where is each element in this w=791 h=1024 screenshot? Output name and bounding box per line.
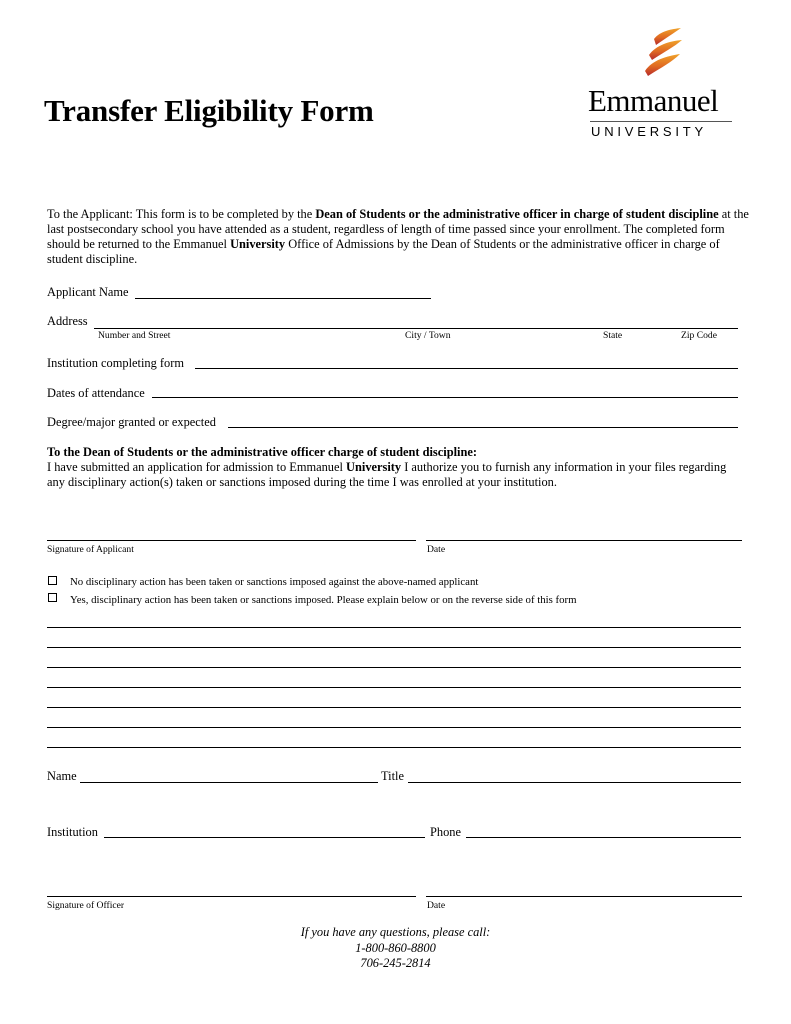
officer-date-field[interactable] (426, 896, 742, 897)
address-field[interactable] (94, 328, 738, 329)
logo-university: UNIVERSITY (591, 124, 708, 139)
dean-section-heading: To the Dean of Students or the administrative officer charge of student discipline: (47, 445, 477, 459)
officer-phone-field[interactable] (466, 837, 741, 838)
officer-date-caption: Date (427, 900, 446, 911)
no-action-label: No disciplinary action has been taken or sanctions imposed against the above-named applicant (70, 576, 479, 588)
explanation-line[interactable] (47, 667, 741, 668)
applicant-name-field[interactable] (135, 298, 431, 299)
institution-completing-label: Institution completing form (47, 356, 184, 370)
footer-question: If you have any questions, please call: (300, 925, 491, 939)
officer-title-label: Title (381, 769, 404, 783)
flame-icon (640, 27, 686, 83)
explanation-line[interactable] (47, 647, 741, 648)
dean-section: To the Dean of Students or the administrative officer charge of student discipline: I have submitted an application for admission to Emmanuel University I authorize you to furnish any information in your files regarding any disciplinary action(s) taken or sanctions imposed during the time I was enrolled at your institution. (47, 445, 727, 489)
university-logo (588, 27, 738, 147)
explanation-line[interactable] (47, 727, 741, 728)
officer-phone-label: Phone (430, 825, 461, 839)
applicant-signature-field[interactable] (47, 540, 416, 541)
address-zip-caption: Zip Code (681, 330, 717, 341)
officer-institution-field[interactable] (104, 837, 425, 838)
institution-completing-field[interactable] (195, 368, 738, 369)
dates-attendance-label: Dates of attendance (47, 386, 145, 400)
no-action-checkbox[interactable] (48, 576, 57, 585)
dates-attendance-field[interactable] (152, 397, 738, 398)
form-title: Transfer Eligibility Form (44, 93, 374, 128)
explanation-line[interactable] (47, 687, 741, 688)
yes-action-label: Yes, disciplinary action has been taken or sanctions imposed. Please explain below or on the reverse side of this form (70, 594, 577, 606)
degree-label: Degree/major granted or expected (47, 415, 216, 429)
officer-institution-label: Institution (47, 825, 98, 839)
explanation-line[interactable] (47, 627, 741, 628)
address-label: Address (47, 314, 88, 328)
applicant-name-label: Applicant Name (47, 285, 129, 299)
degree-field[interactable] (228, 427, 738, 428)
footer-phone-2: 706-245-2814 (360, 956, 431, 970)
explanation-line[interactable] (47, 747, 741, 748)
address-city-caption: City / Town (405, 330, 451, 341)
address-state-caption: State (603, 330, 623, 341)
officer-name-field[interactable] (80, 782, 378, 783)
officer-name-label: Name (47, 769, 77, 783)
applicant-date-field[interactable] (426, 540, 742, 541)
officer-title-field[interactable] (408, 782, 741, 783)
footer-phone-1: 1-800-860-8800 (355, 940, 436, 955)
yes-action-checkbox[interactable] (48, 593, 57, 602)
address-street-caption: Number and Street (98, 330, 171, 341)
intro-paragraph: To the Applicant: This form is to be completed by the Dean of Students or the administrative officer in charge of student discipline at the last postsecondary school you have attended as a student, regardless of length of time passed since your enrollment. The completed form should be returned to the Emmanuel University Office of Admissions by the Dean of Students or the administrative officer in charge of student discipline. (47, 207, 749, 266)
applicant-signature-caption: Signature of Applicant (47, 544, 134, 555)
explanation-line[interactable] (47, 707, 741, 708)
officer-signature-field[interactable] (47, 896, 416, 897)
logo-wordmark: Emmanuel (588, 83, 719, 118)
officer-signature-caption: Signature of Officer (47, 900, 125, 911)
logo-divider (590, 121, 732, 122)
footer-contact (0, 925, 791, 972)
applicant-date-caption: Date (427, 544, 446, 555)
